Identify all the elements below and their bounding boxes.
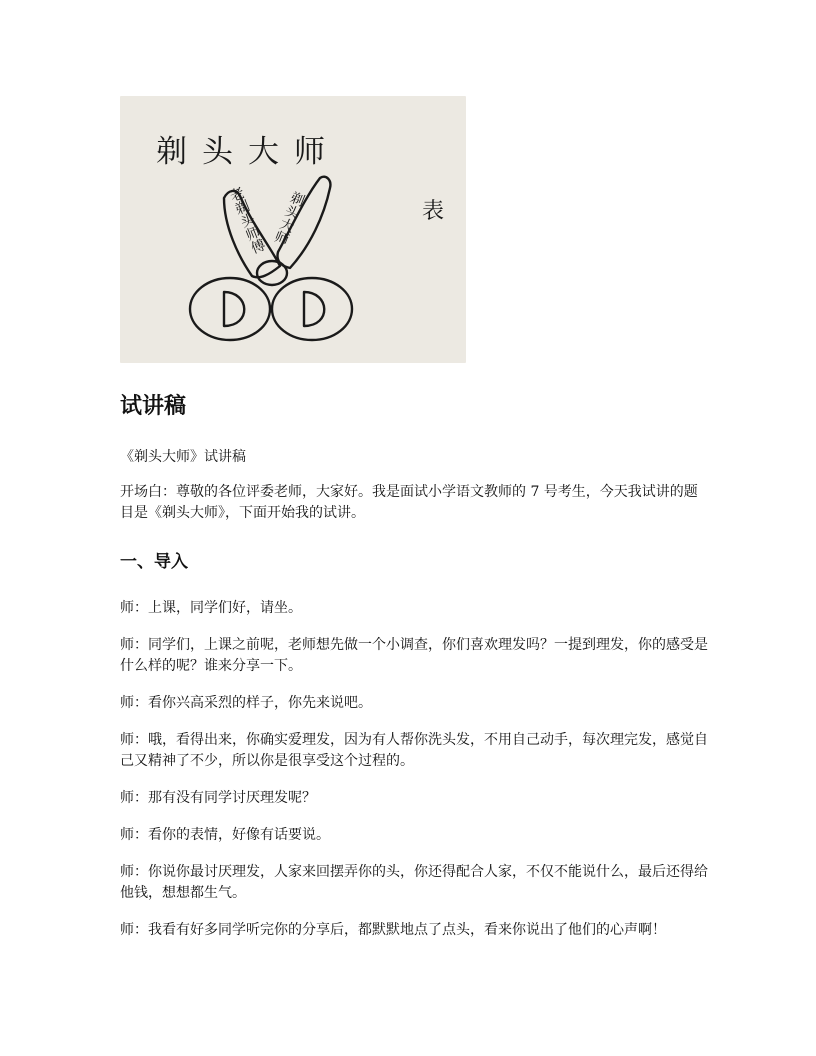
left-blade-label: 老剃头师傅 — [226, 185, 268, 256]
paragraph: 师：那有没有同学讨厌理发呢？ — [120, 790, 316, 806]
document-heading: 试讲稿 — [120, 394, 187, 419]
paragraph: 师：同学们，上课之前呢，老师想先做一个小调查，你们喜欢理发吗？一提到理发，你的感受是什么样的呢？谁来分享一下。 — [120, 637, 708, 674]
document-subtitle: 《剃头大师》试讲稿 — [120, 449, 246, 465]
drawing-side-note: 表 — [422, 199, 445, 224]
paragraph: 师：看你兴高采烈的样子，你先来说吧。 — [120, 695, 372, 711]
section-heading: 一、导入 — [120, 552, 188, 572]
right-blade-label: 剃头大师 — [271, 189, 307, 247]
document-page — [120, 96, 710, 941]
paragraph: 师：哦，看得出来，你确实爱理发，因为有人帮你洗头发，不用自己动手，每次理完发，感觉自己又精神了不少，所以你是很享受这个过程的。 — [120, 732, 708, 769]
scissors-drawing — [120, 96, 466, 363]
paragraph: 师：我看有好多同学听完你的分享后，都默默地点了点头，看来你说出了他们的心声啊！ — [120, 922, 666, 938]
paragraph: 师：你说你最讨厌理发，人家来回摆弄你的头，你还得配合人家，不仅不能说什么，最后还得给他钱，想想都生气。 — [120, 864, 708, 901]
drawing-title: 剃头大师 — [156, 134, 340, 170]
paragraph: 师：上课，同学们好，请坐。 — [120, 600, 302, 616]
opening-paragraph: 开场白：尊敬的各位评委老师，大家好。我是面试小学语文教师的 7 号考生，今天我试讲的题目是《剃头大师》，下面开始我的试讲。 — [120, 484, 698, 521]
paragraph: 师：看你的表情，好像有话要说。 — [120, 827, 330, 843]
